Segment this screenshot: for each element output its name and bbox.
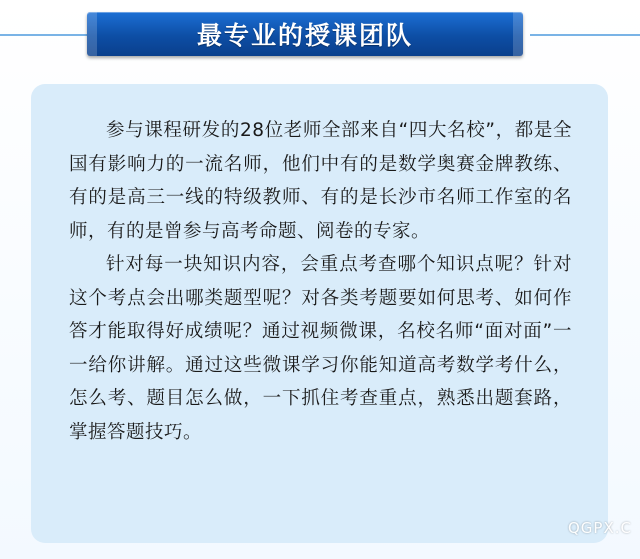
- decorative-line-right: [530, 34, 640, 36]
- decorative-line-left: [0, 34, 90, 36]
- watermark: QGPX.C: [568, 519, 632, 537]
- page-title: 最专业的授课团队: [196, 21, 413, 50]
- title-banner: [87, 12, 523, 56]
- content-panel: [31, 84, 608, 543]
- paragraph-course-method: 针对每一块知识内容，会重点考查哪个知识点呢？针对这个考点会出哪类题型呢？对各类考题要如何思考、如何作答才能取得好成绩呢？通过视频微课，名校名师“面对面”一一给你讲解。通过这些微课学习你能知道高考数学考什么，怎么考、题目怎么做，一下抓住考查重点，熟悉出题套路，掌握答题技巧。: [69, 254, 572, 443]
- paragraph-team-origin: 参与课程研发的28位老师全部来自“四大名校”，都是全国有影响力的一流名师，他们中有的是数学奥赛金牌教练、有的是高三一线的特级教师、有的是长沙市名师工作室的名师，有的是曾参与高考命题、阅卷的专家。: [69, 120, 572, 242]
